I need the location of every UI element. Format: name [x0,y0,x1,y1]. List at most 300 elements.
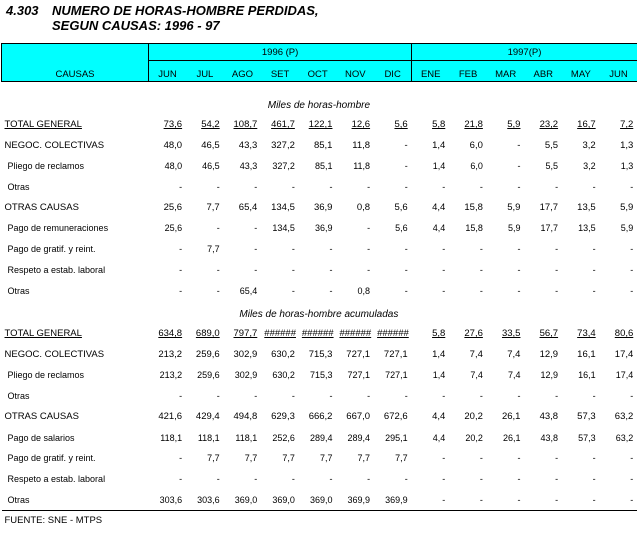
table-row [2,280,637,301]
table-cell [487,406,525,427]
table-cell [374,176,412,197]
cell-value: 65,4 [239,285,258,296]
table-row [2,344,637,365]
table-cell [449,218,487,239]
cell-value: 5,9 [507,202,521,214]
table-cell [487,239,525,260]
row-label: Respeto a estab. laboral [7,264,106,275]
table-row [2,386,637,407]
table-cell [487,448,525,469]
cell-value: 20,2 [465,432,483,443]
table-cell [487,365,525,386]
row-label: Pliego de reclamos [7,160,85,171]
cell-value: 629,3 [271,411,295,423]
cell-value: 7,4 [470,370,483,381]
table-cell [149,490,187,511]
cell-value: - [555,181,559,192]
cell-value: 213,2 [158,348,183,360]
table-cell [149,239,187,260]
table-cell [487,280,525,301]
table-cell [524,135,562,156]
cell-value: 36,9 [313,202,333,214]
cell-value: - [592,285,596,296]
row-label: Otras [7,285,30,296]
cell-value: - [555,453,559,464]
cell-value: 15,8 [464,202,483,214]
cell-value: 85,1 [313,139,333,151]
cell-value: 73,4 [577,328,596,340]
table-cell [374,406,412,427]
table-cell [149,156,187,177]
table-cell [299,280,337,301]
table-cell [562,156,600,177]
spacer-row [2,82,637,97]
table-cell [562,427,600,448]
cell-value: - [216,223,220,234]
table-cell [562,135,600,156]
cell-value: 7,4 [507,348,521,360]
table-cell [224,427,262,448]
table-row [2,260,637,281]
table-cell [600,406,637,427]
row-label: Otras [7,390,30,401]
cell-value: - [404,244,408,255]
cell-value: 7,7 [319,453,333,464]
table-cell [336,156,374,177]
section-title: Miles de horas-hombre [267,99,371,111]
table-cell [600,386,637,407]
table-cell [186,156,224,177]
table-cell [487,427,525,448]
table-cell [524,386,562,407]
cell-value: 1,3 [620,160,634,171]
cell-value: 21,8 [464,118,483,130]
table-cell [186,386,224,407]
table-cell [149,448,187,469]
cell-value: 252,6 [272,432,295,443]
cell-value: - [254,264,258,275]
cell-value: 65,4 [238,202,258,214]
month-header: JUL [186,61,224,82]
table-cell [449,135,487,156]
month-header: SET [261,61,299,82]
table-cell [449,386,487,407]
table-cell [562,344,600,365]
table-cell [374,427,412,448]
cell-value: 672,6 [383,411,408,423]
table-row [2,176,637,197]
table-cell [224,114,262,135]
table-row [2,406,637,427]
section-title-row [2,96,637,114]
table-cell [336,239,374,260]
table-cell [600,176,637,197]
cell-value: - [404,474,408,485]
table-cell [562,448,600,469]
cell-value: - [404,390,408,401]
table-cell [412,386,450,407]
cell-value: 73,6 [163,118,183,130]
cell-value: - [404,181,408,192]
table-cell [374,239,412,260]
table-cell [299,490,337,511]
table-cell [149,323,187,344]
cell-value: - [479,264,483,275]
cell-value: - [555,244,559,255]
cell-value: 7,4 [469,348,483,360]
cell-value: - [517,474,521,485]
cell-value: 63,2 [615,432,634,443]
cell-value: - [254,244,258,255]
row-label: Otras [7,181,30,192]
cell-value: - [254,223,258,234]
table-cell [336,114,374,135]
table-cell [600,344,637,365]
table-row [2,114,637,135]
cell-value: 15,8 [465,223,483,234]
table-cell [524,490,562,511]
cell-value: 43,8 [539,411,559,423]
cell-value: 134,5 [272,223,295,234]
table-cell [336,365,374,386]
cell-value: 20,2 [464,411,483,423]
cell-value: 13,5 [577,202,596,214]
table-cell [412,406,450,427]
table-cell [524,197,562,218]
table-cell [149,260,187,281]
table-cell [374,197,412,218]
table-cell [487,114,525,135]
cell-value: ###### [301,328,334,340]
cell-value: - [216,474,220,485]
cell-value: - [291,285,295,296]
table-cell [412,176,450,197]
table-cell [261,386,299,407]
table-cell [600,114,637,135]
table-cell [524,114,562,135]
cell-value: - [517,494,521,505]
cell-value: - [179,390,183,401]
table-cell [186,344,224,365]
cell-value: 7,7 [206,202,220,214]
table-cell [562,406,600,427]
table-cell [186,448,224,469]
table-cell [524,156,562,177]
table-row [2,427,637,448]
table-cell [261,344,299,365]
cell-value: - [179,181,183,192]
cell-value: 0,8 [356,202,371,214]
table-cell [600,448,637,469]
cell-value: 134,5 [271,202,295,214]
cell-value: 369,9 [347,494,371,505]
table-cell [374,448,412,469]
table-cell [449,156,487,177]
table-cell [186,239,224,260]
table-cell [224,365,262,386]
table-cell [186,114,224,135]
table-cell [336,448,374,469]
cell-value: - [630,181,634,192]
cell-value: ###### [264,328,296,340]
source-note: FUENTE: SNE - MTPS [2,511,637,538]
table-cell [600,365,637,386]
table-cell [261,365,299,386]
cell-value: 429,4 [195,411,220,423]
row-label: TOTAL GENERAL [4,328,82,340]
table-cell [449,427,487,448]
table-cell [299,427,337,448]
table-cell [449,490,487,511]
table-cell [299,260,337,281]
cell-value: - [517,285,521,296]
cell-value: 727,1 [346,348,371,360]
cell-value: - [479,474,483,485]
table-cell [299,156,337,177]
cell-value: - [442,390,446,401]
table-cell [524,406,562,427]
table-cell [149,197,187,218]
table-cell [487,156,525,177]
cell-value: 5,6 [394,118,408,130]
table-cell [224,448,262,469]
cell-value: 5,9 [507,223,521,234]
table-cell [374,469,412,490]
cell-value: - [479,181,483,192]
cell-value: 46,5 [201,139,220,151]
cell-value: - [179,285,183,296]
row-label: Otras [7,494,30,505]
table-cell [524,280,562,301]
table-row [2,218,637,239]
cell-value: - [517,390,521,401]
cell-value: - [517,139,521,151]
cell-value: 4,4 [432,223,446,234]
table-cell [487,323,525,344]
cell-value: 715,3 [309,370,333,381]
cell-value: - [367,390,371,401]
table-cell [224,490,262,511]
table-cell [412,365,450,386]
cell-value: 494,8 [233,411,258,423]
table-cell [374,490,412,511]
table-cell [412,427,450,448]
cell-value: - [517,264,521,275]
table-cell [261,114,299,135]
row-label: Pago de salarios [7,432,75,443]
table-row [2,197,637,218]
table-cell [299,386,337,407]
table-cell [186,280,224,301]
cell-value: 11,8 [352,139,371,151]
cell-value: 108,7 [233,118,258,130]
section-title: Miles de horas-hombre acumuladas [239,308,399,320]
cell-value: - [555,264,559,275]
table-cell [299,176,337,197]
cell-value: - [367,181,371,192]
table-row [2,323,637,344]
table-cell [186,260,224,281]
table-cell [524,365,562,386]
cell-value: - [555,494,559,505]
table-cell [336,406,374,427]
table-body [2,82,637,538]
month-header: ENE [412,61,450,82]
cell-value: 289,4 [347,432,371,443]
cell-value: - [555,285,559,296]
cell-value: - [179,264,183,275]
cell-value: - [555,474,559,485]
cell-value: - [442,494,446,505]
table-cell [524,323,562,344]
cell-value: - [179,244,183,255]
table-cell [186,218,224,239]
cell-value: 23,2 [539,118,559,130]
cell-value: 630,2 [271,348,295,360]
cell-value: 327,2 [272,160,295,171]
table-cell [412,469,450,490]
table-cell [299,344,337,365]
cell-value: 1,4 [432,348,446,360]
table-cell [412,239,450,260]
cell-value: 727,1 [385,370,408,381]
table-cell [600,427,637,448]
table-cell [186,427,224,448]
table-cell [299,365,337,386]
cell-value: - [592,474,596,485]
table-cell [449,260,487,281]
cell-value: 289,4 [309,432,333,443]
table-cell [261,448,299,469]
table-cell [186,197,224,218]
cell-value: 7,2 [620,118,634,130]
cell-value: - [517,160,521,171]
table-cell [600,323,637,344]
cell-value: 4,4 [432,202,446,214]
cell-value: 43,3 [239,160,258,171]
row-label: NEGOC. COLECTIVAS [4,348,105,360]
cell-value: 6,0 [469,139,483,151]
cell-value: - [592,390,596,401]
cell-value: 13,5 [578,223,596,234]
cell-value: - [442,285,446,296]
table-cell [224,176,262,197]
cell-value: 259,6 [195,348,220,360]
table-cell [224,386,262,407]
row-label: Pliego de reclamos [7,370,85,381]
table-cell [412,344,450,365]
cell-value: - [291,474,295,485]
cell-value: 7,4 [507,370,521,381]
cell-value: 33,5 [501,328,521,340]
table-cell [562,386,600,407]
table-cell [524,176,562,197]
table-cell [336,280,374,301]
cell-value: 5,8 [432,328,446,340]
cell-value: - [630,244,634,255]
cell-value: 25,6 [163,202,183,214]
cell-value: 57,3 [578,432,596,443]
table-cell [224,469,262,490]
table-cell [487,490,525,511]
cell-value: - [329,181,333,192]
cell-value: - [479,390,483,401]
cell-value: - [254,181,258,192]
cell-value: - [291,390,295,401]
cell-value: 0,8 [357,285,371,296]
table-cell [224,135,262,156]
table-cell [149,114,187,135]
table-cell [299,114,337,135]
month-header: AGO [224,61,262,82]
cell-value: 17,4 [615,370,634,381]
cell-value: 11,8 [353,160,371,171]
cell-value: 5,6 [395,223,408,234]
cell-value: 369,0 [234,494,258,505]
table-cell [261,135,299,156]
table-row [2,469,637,490]
cell-value: 54,2 [201,118,220,130]
table-cell [449,114,487,135]
cell-value: 122,1 [308,118,333,130]
cell-value: 80,6 [614,328,634,340]
table-cell [186,135,224,156]
table-cell [562,323,600,344]
cell-value: 727,1 [383,348,408,360]
table-cell [374,135,412,156]
cell-value: 46,5 [202,160,220,171]
cell-value: - [630,453,634,464]
cell-value: 12,9 [539,348,559,360]
section-title-row [2,305,637,323]
cell-value: - [329,390,333,401]
table-cell [336,427,374,448]
row-label: NEGOC. COLECTIVAS [4,139,105,151]
table-cell [374,386,412,407]
table-cell [336,490,374,511]
cell-value: - [404,264,408,275]
cell-value: 5,5 [544,139,559,151]
table-cell [412,197,450,218]
table-cell [299,218,337,239]
table-cell [336,386,374,407]
cell-value: 85,1 [314,160,333,171]
cell-value: - [592,453,596,464]
table-cell [449,176,487,197]
row-label: TOTAL GENERAL [4,118,82,130]
month-header: OCT [299,61,337,82]
cell-value: 57,3 [577,411,596,423]
table-cell [524,469,562,490]
table-cell [412,260,450,281]
table-cell [600,197,637,218]
cell-value: 715,3 [308,348,333,360]
table-cell [336,197,374,218]
table-cell [336,260,374,281]
cell-value: - [216,264,220,275]
cell-value: - [404,285,408,296]
table-cell [524,344,562,365]
row-label: OTRAS CAUSAS [4,411,79,423]
month-header: MAY [562,61,600,82]
table-cell [412,156,450,177]
table-cell [600,239,637,260]
cell-value: ###### [339,328,372,340]
table-cell [261,469,299,490]
cell-value: 5,9 [620,223,634,234]
cell-value: 1,4 [432,160,446,171]
cell-value: - [592,181,596,192]
